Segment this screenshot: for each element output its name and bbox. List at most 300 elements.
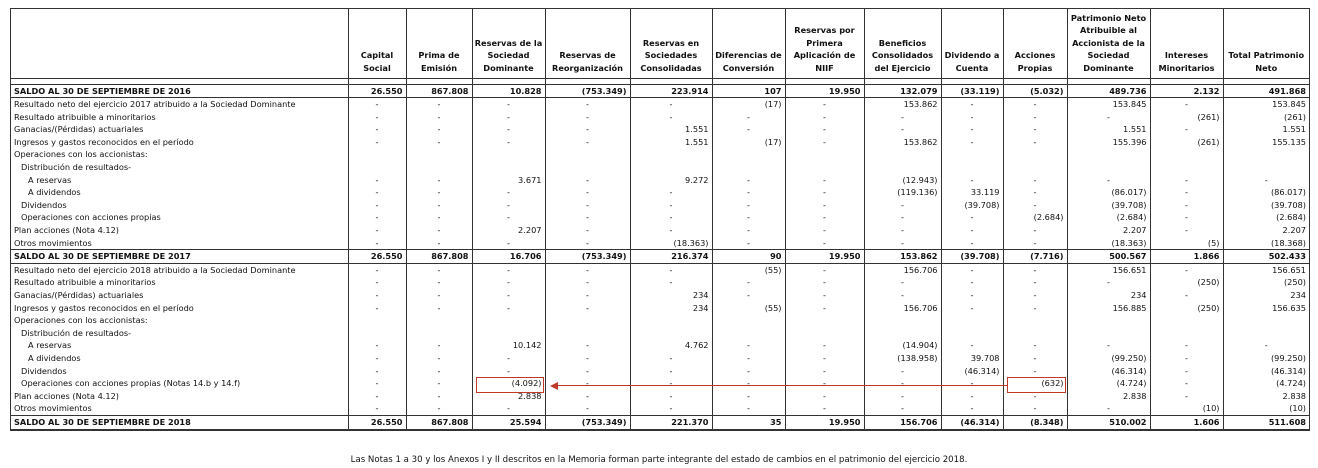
cell-value: (8.348) xyxy=(1003,415,1067,429)
table-row xyxy=(11,390,1309,403)
cell-value: 2.132 xyxy=(1150,84,1223,98)
cell-value: - xyxy=(712,390,785,403)
cell-value: - xyxy=(941,211,1003,224)
row-label: SALDO AL 30 DE SEPTIEMBRE DE 2016 xyxy=(11,84,348,98)
cell-value: - xyxy=(1003,263,1067,276)
cell-value: - xyxy=(712,352,785,365)
cell-value xyxy=(785,314,864,327)
cell-value: - xyxy=(406,339,472,352)
cell-value: - xyxy=(1003,199,1067,212)
cell-value: - xyxy=(785,402,864,415)
cell-value xyxy=(406,327,472,340)
cell-value: - xyxy=(630,390,712,403)
column-header: Acciones Propias xyxy=(1003,9,1067,78)
cell-value: - xyxy=(864,390,941,403)
column-header: Intereses Minoritarios xyxy=(1150,9,1223,78)
cell-value: - xyxy=(1223,339,1309,352)
cell-value: - xyxy=(545,402,630,415)
cell-value: (10) xyxy=(1150,402,1223,415)
cell-value: 26.550 xyxy=(348,415,406,429)
cell-value: - xyxy=(1150,174,1223,187)
cell-value: 489.736 xyxy=(1067,84,1150,98)
column-header: Reservas por Primera Aplicación de NIIF xyxy=(785,9,864,78)
cell-value: - xyxy=(348,402,406,415)
cell-value: 156.706 xyxy=(864,263,941,276)
cell-value: 156.885 xyxy=(1067,302,1150,315)
table-row xyxy=(11,314,1309,327)
cell-value: - xyxy=(1003,237,1067,250)
cell-value: 155.135 xyxy=(1223,136,1309,149)
row-label: Ingresos y gastos reconocidos en el período xyxy=(14,136,194,147)
cell-value: (250) xyxy=(1150,276,1223,289)
equity-changes-table xyxy=(11,9,1309,430)
cell-value: - xyxy=(348,263,406,276)
cell-value xyxy=(1003,161,1067,174)
cell-value: 155.396 xyxy=(1067,136,1150,149)
cell-value: - xyxy=(545,390,630,403)
table-row xyxy=(11,174,1309,187)
cell-value xyxy=(712,148,785,161)
cell-value: - xyxy=(545,186,630,199)
cell-value: - xyxy=(712,237,785,250)
cell-value: (119.136) xyxy=(864,186,941,199)
cell-value: - xyxy=(712,276,785,289)
cell-value: - xyxy=(545,174,630,187)
cell-value: - xyxy=(545,352,630,365)
cell-value: - xyxy=(545,123,630,136)
cell-value: 2.207 xyxy=(1223,224,1309,237)
cell-value: - xyxy=(630,186,712,199)
cell-value: - xyxy=(1150,263,1223,276)
cell-value: 1.551 xyxy=(1067,123,1150,136)
cell-value: - xyxy=(545,211,630,224)
cell-value: 16.706 xyxy=(472,250,545,264)
cell-value: - xyxy=(1150,186,1223,199)
row-label: Resultado neto del ejercicio 2018 atribuido a la Sociedad Dominante xyxy=(14,264,296,275)
column-header: Dividendo a Cuenta xyxy=(941,9,1003,78)
cell-value: 153.845 xyxy=(1067,98,1150,111)
cell-value: 511.608 xyxy=(1223,415,1309,429)
cell-value xyxy=(348,327,406,340)
cell-value: 216.374 xyxy=(630,250,712,264)
table-row xyxy=(11,161,1309,174)
cell-value: - xyxy=(348,111,406,124)
cell-value: - xyxy=(545,199,630,212)
row-label: Otros movimientos xyxy=(14,403,92,414)
cell-value: - xyxy=(785,289,864,302)
cell-value: - xyxy=(864,402,941,415)
cell-value: - xyxy=(630,377,712,390)
cell-value: (86.017) xyxy=(1223,186,1309,199)
column-header: Capital Social xyxy=(348,9,406,78)
cell-value: - xyxy=(348,136,406,149)
cell-value xyxy=(1150,314,1223,327)
cell-value: (4.724) xyxy=(1223,377,1309,390)
row-label: A reservas xyxy=(28,174,72,185)
cell-value: - xyxy=(545,224,630,237)
cell-value: 19.950 xyxy=(785,250,864,264)
cell-value: (46.314) xyxy=(941,415,1003,429)
cell-value xyxy=(406,314,472,327)
cell-value: - xyxy=(1067,111,1150,124)
cell-value: (39.708) xyxy=(941,250,1003,264)
cell-value: - xyxy=(941,302,1003,315)
cell-value: - xyxy=(406,237,472,250)
table-row xyxy=(11,377,1309,390)
cell-value: - xyxy=(545,111,630,124)
cell-value: - xyxy=(1150,199,1223,212)
cell-value: - xyxy=(1003,402,1067,415)
cell-value: (753.349) xyxy=(545,250,630,264)
cell-value: - xyxy=(712,174,785,187)
cell-value: - xyxy=(1150,98,1223,111)
cell-value xyxy=(712,314,785,327)
cell-value: (632) xyxy=(1003,377,1067,390)
cell-value xyxy=(1067,161,1150,174)
cell-value: - xyxy=(712,211,785,224)
cell-value: - xyxy=(348,276,406,289)
cell-value: - xyxy=(1150,211,1223,224)
table-row xyxy=(11,98,1309,111)
cell-value: 156.651 xyxy=(1223,263,1309,276)
cell-value: 1.551 xyxy=(630,136,712,149)
cell-value xyxy=(1223,148,1309,161)
cell-value: - xyxy=(941,289,1003,302)
cell-value: - xyxy=(406,224,472,237)
cell-value: - xyxy=(545,263,630,276)
cell-value: 107 xyxy=(712,84,785,98)
row-label: Ganacias/(Pérdidas) actuariales xyxy=(14,124,144,135)
cell-value: (18.363) xyxy=(630,237,712,250)
cell-value: (5) xyxy=(1150,237,1223,250)
balance-row xyxy=(11,250,1309,264)
cell-value: 39.708 xyxy=(941,352,1003,365)
cell-value: - xyxy=(785,276,864,289)
column-header: Beneficios Consolidados del Ejercicio xyxy=(864,9,941,78)
cell-value xyxy=(1067,314,1150,327)
cell-value: - xyxy=(348,211,406,224)
cell-value: - xyxy=(545,237,630,250)
cell-value: - xyxy=(348,377,406,390)
cell-value xyxy=(941,314,1003,327)
cell-value: - xyxy=(864,237,941,250)
highlight-box-acciones-propias xyxy=(1007,377,1066,393)
cell-value xyxy=(545,161,630,174)
cell-value: - xyxy=(1067,276,1150,289)
cell-value: - xyxy=(712,365,785,378)
cell-value: (2.684) xyxy=(1223,211,1309,224)
table-row xyxy=(11,186,1309,199)
cell-value: 25.594 xyxy=(472,415,545,429)
cell-value: - xyxy=(472,136,545,149)
cell-value: 1.551 xyxy=(1223,123,1309,136)
cell-value: - xyxy=(406,98,472,111)
cell-value: - xyxy=(712,199,785,212)
cell-value xyxy=(1067,148,1150,161)
cell-value xyxy=(472,161,545,174)
cell-value: - xyxy=(785,199,864,212)
equity-statement-sheet xyxy=(10,8,1310,431)
cell-value: 9.272 xyxy=(630,174,712,187)
cell-value: - xyxy=(864,377,941,390)
row-label: Dividendos xyxy=(21,199,67,210)
cell-value xyxy=(1067,327,1150,340)
cell-value: 234 xyxy=(1223,289,1309,302)
cell-value: - xyxy=(348,302,406,315)
cell-value: - xyxy=(1003,98,1067,111)
cell-value: - xyxy=(864,365,941,378)
cell-value xyxy=(472,314,545,327)
cell-value: - xyxy=(472,365,545,378)
cell-value: - xyxy=(630,224,712,237)
cell-value: - xyxy=(785,174,864,187)
table-row xyxy=(11,136,1309,149)
cell-value xyxy=(864,327,941,340)
cell-value: - xyxy=(472,211,545,224)
row-label: A dividendos xyxy=(28,187,81,198)
cell-value: - xyxy=(864,199,941,212)
cell-value: (2.684) xyxy=(1003,211,1067,224)
cell-value: - xyxy=(348,98,406,111)
cell-value: (261) xyxy=(1223,111,1309,124)
cell-value xyxy=(1223,161,1309,174)
column-header: Prima de Emisión xyxy=(406,9,472,78)
cell-value: - xyxy=(941,263,1003,276)
cell-value: - xyxy=(348,123,406,136)
cell-value: 10.142 xyxy=(472,339,545,352)
row-label: Operaciones con los accionistas: xyxy=(14,149,148,160)
cell-value: - xyxy=(1150,339,1223,352)
cell-value xyxy=(545,148,630,161)
cell-value: 26.550 xyxy=(348,250,406,264)
annotation-arrow-head-icon xyxy=(550,382,558,390)
cell-value: (46.314) xyxy=(1067,365,1150,378)
cell-value: (99.250) xyxy=(1067,352,1150,365)
cell-value: 33.119 xyxy=(941,186,1003,199)
cell-value: - xyxy=(472,263,545,276)
cell-value: 10.828 xyxy=(472,84,545,98)
cell-value: - xyxy=(472,302,545,315)
cell-value: - xyxy=(545,377,630,390)
column-header: Diferencias de Conversión xyxy=(712,9,785,78)
cell-value: - xyxy=(545,276,630,289)
cell-value xyxy=(406,161,472,174)
cell-value: - xyxy=(472,199,545,212)
cell-value: (261) xyxy=(1150,111,1223,124)
cell-value: (86.017) xyxy=(1067,186,1150,199)
cell-value: - xyxy=(785,237,864,250)
cell-value xyxy=(785,148,864,161)
cell-value: - xyxy=(630,199,712,212)
cell-value: - xyxy=(864,276,941,289)
table-row xyxy=(11,276,1309,289)
cell-value: - xyxy=(712,289,785,302)
table-row xyxy=(11,148,1309,161)
row-label: Distribución de resultados- xyxy=(21,327,132,338)
cell-value: - xyxy=(348,186,406,199)
column-header: Reservas en Sociedades Consolidadas xyxy=(630,9,712,78)
cell-value: - xyxy=(712,224,785,237)
cell-value: - xyxy=(348,339,406,352)
cell-value: (4.092) xyxy=(472,377,545,390)
table-row xyxy=(11,263,1309,276)
cell-value: (14.904) xyxy=(864,339,941,352)
cell-value: 510.002 xyxy=(1067,415,1150,429)
cell-value: - xyxy=(1003,136,1067,149)
cell-value: - xyxy=(864,211,941,224)
cell-value: - xyxy=(941,123,1003,136)
row-label: Plan acciones (Nota 4.12) xyxy=(14,390,120,401)
cell-value: - xyxy=(1003,339,1067,352)
table-row xyxy=(11,352,1309,365)
cell-value: - xyxy=(1003,111,1067,124)
cell-value: - xyxy=(785,136,864,149)
row-label: Dividendos xyxy=(21,365,67,376)
cell-value: - xyxy=(545,289,630,302)
cell-value: 1.866 xyxy=(1150,250,1223,264)
cell-value: - xyxy=(1003,276,1067,289)
cell-value: - xyxy=(1067,402,1150,415)
cell-value: 234 xyxy=(1067,289,1150,302)
cell-value: - xyxy=(785,111,864,124)
cell-value: 1.551 xyxy=(630,123,712,136)
cell-value: - xyxy=(406,365,472,378)
cell-value: - xyxy=(472,276,545,289)
cell-value: 502.433 xyxy=(1223,250,1309,264)
cell-value: - xyxy=(1003,289,1067,302)
cell-value: - xyxy=(712,402,785,415)
row-label: Operaciones con los accionistas: xyxy=(14,315,148,326)
cell-value: - xyxy=(348,365,406,378)
table-row xyxy=(11,199,1309,212)
cell-value: 156.651 xyxy=(1067,263,1150,276)
cell-value: - xyxy=(472,352,545,365)
cell-value: - xyxy=(630,352,712,365)
cell-value: - xyxy=(712,111,785,124)
cell-value: (10) xyxy=(1223,402,1309,415)
cell-value: - xyxy=(941,339,1003,352)
cell-value: - xyxy=(348,390,406,403)
row-label: Resultado neto del ejercicio 2017 atribuido a la Sociedad Dominante xyxy=(14,99,296,110)
cell-value xyxy=(941,161,1003,174)
cell-value: - xyxy=(545,339,630,352)
cell-value: 2.207 xyxy=(1067,224,1150,237)
cell-value: - xyxy=(406,174,472,187)
cell-value: (46.314) xyxy=(941,365,1003,378)
column-header: Total Patrimonio Neto xyxy=(1223,9,1309,78)
cell-value: - xyxy=(406,377,472,390)
cell-value: - xyxy=(472,123,545,136)
cell-value: 1.606 xyxy=(1150,415,1223,429)
cell-value: - xyxy=(545,136,630,149)
cell-value: (39.708) xyxy=(1067,199,1150,212)
cell-value: (4.724) xyxy=(1067,377,1150,390)
table-row xyxy=(11,211,1309,224)
cell-value: - xyxy=(406,276,472,289)
cell-value: - xyxy=(1003,390,1067,403)
cell-value: 132.079 xyxy=(864,84,941,98)
annotation-arrow-line xyxy=(556,385,1007,386)
cell-value: 156.706 xyxy=(864,302,941,315)
cell-value: 35 xyxy=(712,415,785,429)
cell-value: (33.119) xyxy=(941,84,1003,98)
cell-value: - xyxy=(941,224,1003,237)
cell-value xyxy=(1223,314,1309,327)
cell-value: (46.314) xyxy=(1223,365,1309,378)
cell-value: 156.635 xyxy=(1223,302,1309,315)
cell-value: (250) xyxy=(1150,302,1223,315)
cell-value xyxy=(712,161,785,174)
cell-value: 90 xyxy=(712,250,785,264)
cell-value: - xyxy=(545,302,630,315)
cell-value: (55) xyxy=(712,302,785,315)
cell-value: - xyxy=(1150,377,1223,390)
table-row xyxy=(11,402,1309,415)
cell-value xyxy=(712,327,785,340)
cell-value xyxy=(630,327,712,340)
cell-value xyxy=(472,148,545,161)
cell-value: (138.958) xyxy=(864,352,941,365)
cell-value: - xyxy=(941,276,1003,289)
cell-value xyxy=(864,161,941,174)
cell-value: 234 xyxy=(630,289,712,302)
cell-value xyxy=(1003,148,1067,161)
cell-value: (2.684) xyxy=(1067,211,1150,224)
cell-value: (99.250) xyxy=(1223,352,1309,365)
cell-value: - xyxy=(406,199,472,212)
cell-value xyxy=(864,314,941,327)
cell-value: - xyxy=(785,211,864,224)
column-header: Reservas de la Sociedad Dominante xyxy=(472,9,545,78)
cell-value: (753.349) xyxy=(545,415,630,429)
row-label: Operaciones con acciones propias (Notas 14.b y 14.f) xyxy=(21,378,241,389)
cell-value xyxy=(348,161,406,174)
cell-value xyxy=(472,327,545,340)
cell-value: - xyxy=(1067,339,1150,352)
cell-value: (39.708) xyxy=(941,199,1003,212)
cell-value xyxy=(785,161,864,174)
cell-value xyxy=(1003,314,1067,327)
cell-value: - xyxy=(864,123,941,136)
cell-value: (7.716) xyxy=(1003,250,1067,264)
cell-value: - xyxy=(348,289,406,302)
cell-value: (12.943) xyxy=(864,174,941,187)
cell-value: - xyxy=(1003,224,1067,237)
highlight-box-reservas xyxy=(476,377,544,393)
cell-value: - xyxy=(545,98,630,111)
cell-value: 19.950 xyxy=(785,415,864,429)
cell-value: 867.808 xyxy=(406,250,472,264)
cell-value xyxy=(1223,327,1309,340)
cell-value: - xyxy=(941,390,1003,403)
cell-value: - xyxy=(630,111,712,124)
row-label: A reservas xyxy=(28,340,72,351)
cell-value: - xyxy=(1150,224,1223,237)
cell-value: 153.862 xyxy=(864,136,941,149)
cell-value: - xyxy=(472,402,545,415)
cell-value: - xyxy=(941,377,1003,390)
cell-value: - xyxy=(785,339,864,352)
cell-value xyxy=(630,314,712,327)
cell-value: - xyxy=(1150,352,1223,365)
cell-value: - xyxy=(406,352,472,365)
cell-value: - xyxy=(941,136,1003,149)
cell-value xyxy=(545,314,630,327)
cell-value: (39.708) xyxy=(1223,199,1309,212)
row-label: Ingresos y gastos reconocidos en el período xyxy=(14,302,194,313)
cell-value: - xyxy=(406,390,472,403)
cell-value xyxy=(630,148,712,161)
